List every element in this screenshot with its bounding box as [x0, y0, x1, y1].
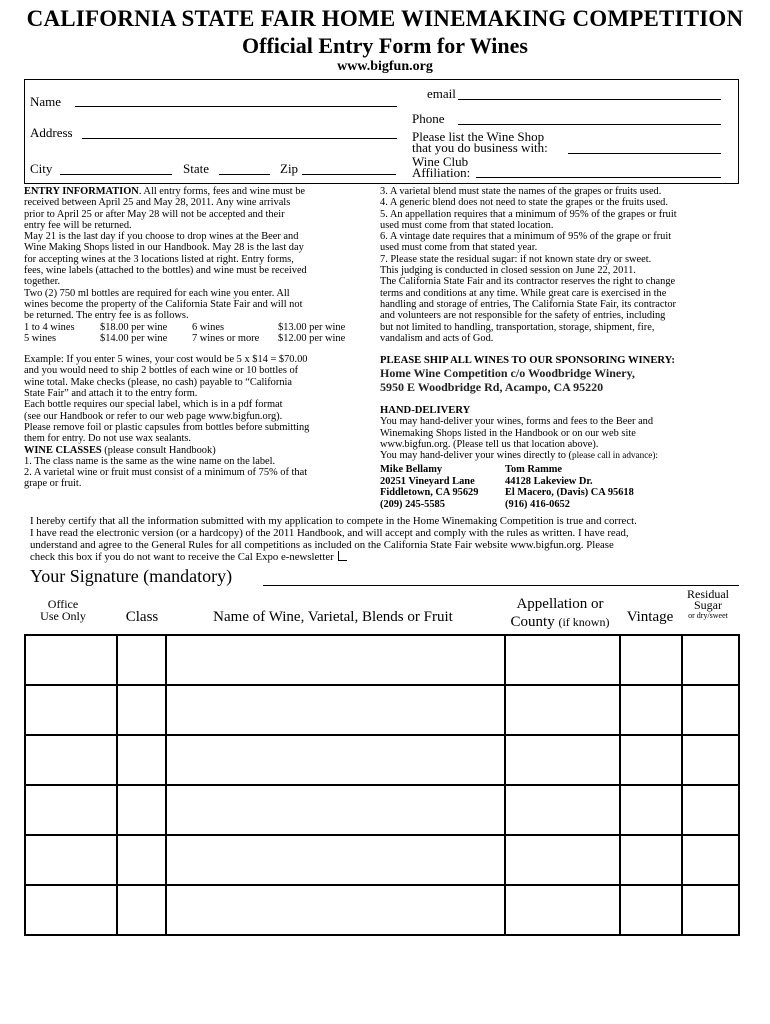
hand-delivery-heading: HAND-DELIVERY [380, 405, 471, 416]
table-row [25, 835, 739, 885]
contact-mike-bellamy: Mike Bellamy 20251 Vineyard Lane Fiddletown, CA 95629 (209) 245-5585 [380, 464, 479, 510]
class-cell[interactable] [117, 735, 166, 785]
entry-info-heading: ENTRY INFORMATION [24, 186, 139, 197]
name-field[interactable] [75, 106, 397, 107]
residual-sugar-cell[interactable] [682, 835, 739, 885]
ship-heading: PLEASE SHIP ALL WINES TO OUR SPONSORING WINERY: [380, 355, 675, 366]
vintage-cell[interactable] [620, 635, 682, 685]
vintage-cell[interactable] [620, 885, 682, 935]
header-class: Class [125, 609, 159, 625]
hand-delivery: HAND-DELIVERY You may hand-deliver your wines, forms and fees to the Beer and Winemaking Shops listed in the Handbook or on our web site www.bigfun.org. (Please tell us that location above). You may hand-deliver your wines directly to (please call in advance): [380, 405, 742, 461]
name-label: Name [30, 94, 62, 109]
appellation-cell[interactable] [505, 735, 621, 785]
state-label: State [183, 161, 209, 176]
table-row [25, 735, 739, 785]
appellation-cell[interactable] [505, 635, 621, 685]
certification-text: I hereby certify that all the information submitted with my application to compete in the Home Winemaking Competition is true and correct. I have read the electronic version (or a hardcopy) of the 2011 Handbook, and will accept and comply with the rules as written. I have read, understand and agree to the General Rules for all competitions as included on the California State Fair website www.bigfun.org. Please check this box if you do not want to receive the Cal Expo e-newsletter [30, 515, 637, 564]
email-label: email [427, 86, 456, 101]
signature-label: Your Signature (mandatory) [30, 566, 233, 586]
city-field[interactable] [60, 174, 172, 175]
office-use-cell [25, 735, 117, 785]
office-use-cell [25, 635, 117, 685]
vintage-cell[interactable] [620, 785, 682, 835]
header-appellation: Appellation or County (if known) [510, 596, 610, 630]
vintage-cell[interactable] [620, 835, 682, 885]
header-vintage: Vintage [626, 609, 674, 625]
class-cell[interactable] [117, 885, 166, 935]
residual-sugar-cell[interactable] [682, 735, 739, 785]
table-row [25, 635, 739, 685]
table-row [25, 685, 739, 735]
fee-row: 5 wines $14.00 per wine 7 wines or more $12.00 per wine [24, 332, 346, 344]
residual-sugar-cell[interactable] [682, 785, 739, 835]
entry-information: ENTRY INFORMATION. All entry forms, fees and wine must be received between April 25 and May 28, 2011. Any wine arrivals prior to April 25 or after May 28 will not be accepted and their entry fee will be returned. May 21 is the last day if you choose to drop wines at the Beer and Wine Making Shops listed in our Handbook. May 28 is the last day for accepting wines at the 3 locations listed at right. Entry forms, fees, wine labels (attached to the bottles) and wine must be received together. Two (2) 750 ml bottles are required for each wine you enter. All wines become the property of the California State Fair and will not be returned. The entry fee is as follows. 1 to 4 wines $18.00 per wine 6 wines $13.00 per wine 5 wines $14.00 per wine 7 wines or more $12.00 per wine Example: If you enter 5 wines, your cost would be 5 x $14 = $70.00 and you would need to ship 2 bottles of each wine or 10 bottles of wine total. Make checks (please, no cash) payable to “California State Fair” and attach it to the entry form. Each bottle requires our special label, which is in a pdf format (see our Handbook or refer to our web page www.bigfun.org). Please remove foil or plastic capsules from bottles before submitting them for entry. Do not use wax sealants. WINE CLASSES (please consult Handbook) 1. The class name is the same as the wine name on the label. 2. A varietal wine or fruit must consist of a minimum of 75% of that grape or fruit. [24, 186, 376, 490]
appellation-cell[interactable] [505, 685, 621, 735]
office-use-cell [25, 835, 117, 885]
header-office-use: Office Use Only [40, 597, 86, 623]
wine-name-cell[interactable] [166, 735, 505, 785]
residual-sugar-cell[interactable] [682, 685, 739, 735]
wine-name-cell[interactable] [166, 785, 505, 835]
ship-address-line2: 5950 E Woodbridge Rd, Acampo, CA 95220 [380, 380, 604, 394]
appellation-cell[interactable] [505, 785, 621, 835]
contact-box-left [24, 79, 402, 183]
zip-field[interactable] [302, 174, 396, 175]
class-cell[interactable] [117, 785, 166, 835]
residual-sugar-cell[interactable] [682, 635, 739, 685]
wine-name-cell[interactable] [166, 635, 505, 685]
vintage-cell[interactable] [620, 685, 682, 735]
office-use-cell [25, 785, 117, 835]
email-field[interactable] [458, 99, 721, 100]
zip-label: Zip [280, 161, 299, 176]
fee-row: 1 to 4 wines $18.00 per wine 6 wines $13.00 per wine [24, 321, 346, 333]
divider-line [24, 183, 739, 184]
wine-name-cell[interactable] [166, 835, 505, 885]
class-cell[interactable] [117, 835, 166, 885]
wine-club-field[interactable] [476, 177, 721, 178]
form-subtitle: Official Entry Form for Wines [242, 33, 528, 58]
state-field[interactable] [219, 174, 270, 175]
city-label: City [30, 161, 53, 176]
vintage-cell[interactable] [620, 735, 682, 785]
wine-classes-heading: WINE CLASSES [24, 444, 102, 456]
entries-table [24, 634, 740, 936]
class-cell[interactable] [117, 685, 166, 735]
contact-tom-ramme: Tom Ramme 44128 Lakeview Dr. El Macero, (Davis) CA 95618 (916) 416-0652 [505, 464, 634, 510]
signature-field[interactable] [263, 585, 739, 586]
class-cell[interactable] [117, 635, 166, 685]
table-row [25, 885, 739, 935]
office-use-cell [25, 885, 117, 935]
address-field[interactable] [82, 138, 397, 139]
ship-address-line1: Home Wine Competition c/o Woodbridge Winery, [380, 366, 635, 380]
wine-name-cell[interactable] [166, 885, 505, 935]
appellation-cell[interactable] [505, 885, 621, 935]
appellation-cell[interactable] [505, 835, 621, 885]
wine-club-label: Wine Club Affiliation: [412, 154, 471, 180]
office-use-cell [25, 685, 117, 735]
phone-label: Phone [412, 111, 445, 126]
wine-name-cell[interactable] [166, 685, 505, 735]
rules-column: 3. A varietal blend must state the names of the grapes or fruits used. 4. A generic blend does not need to state the grapes or the fruits used. 5. An appellation requires that a minimum of 95% of the grapes or fruit used must come from that stated location. 6. A vintage date requires that a minimum of 95% of the grape or fruit used must come from that stated year. 7. Please state the residual sugar: if not known state dry or sweet. This judging is conducted in closed session on June 22, 2011. The California State Fair and its contractor reserves the right to change terms and conditions at any time. While great care is exercised in the handling and storage of entries, The California State Fair, its contractor and volunteers are not responsible for the safety of entries, including but not limited to handling, transportation, storage, shipment, fire, vandalism and acts of God. [380, 186, 677, 344]
header-residual-sugar: Residual Sugar or dry/sweet [687, 587, 729, 620]
website-link[interactable]: www.bigfun.org [337, 59, 433, 74]
header-wine-name: Name of Wine, Varietal, Blends or Fruit [213, 609, 453, 625]
form-title: CALIFORNIA STATE FAIR HOME WINEMAKING COMPETITION [26, 6, 744, 31]
wine-shop-label: Please list the Wine Shop that you do business with: [412, 129, 548, 155]
table-row [25, 785, 739, 835]
phone-field[interactable] [458, 124, 721, 125]
newsletter-opt-out-checkbox[interactable] [338, 551, 347, 561]
address-label: Address [30, 125, 73, 140]
shipping-info [380, 355, 675, 394]
wine-shop-field[interactable] [568, 153, 721, 154]
residual-sugar-cell[interactable] [682, 885, 739, 935]
